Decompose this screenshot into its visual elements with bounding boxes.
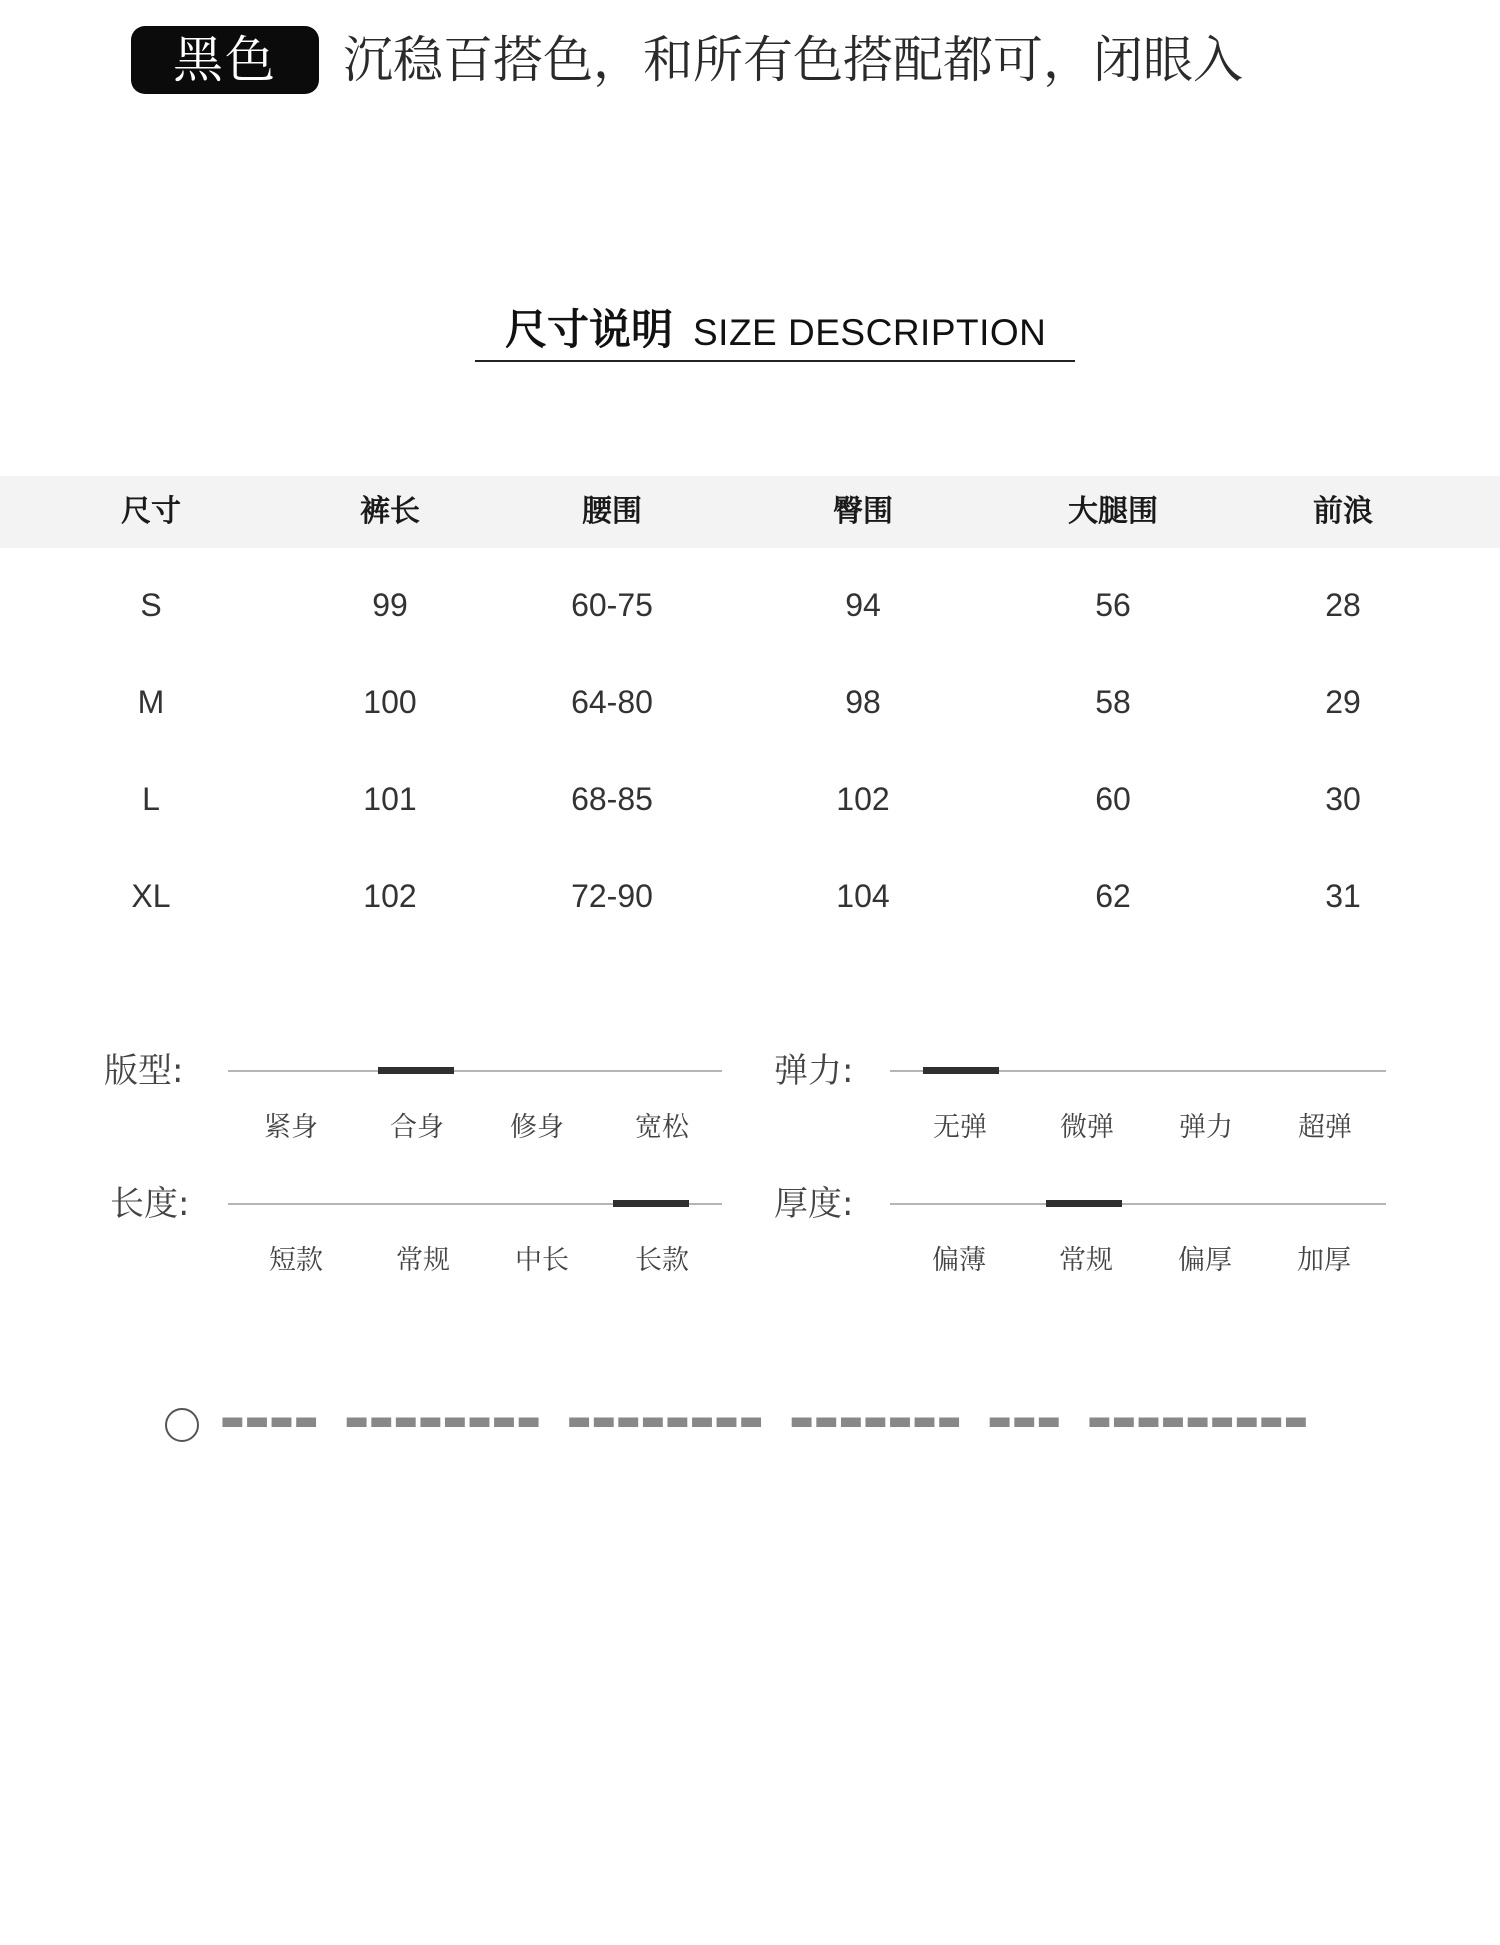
length-option: 长款 [635, 1245, 689, 1276]
table-cell: 72-90 [571, 878, 653, 914]
table-cell: 102 [836, 781, 890, 817]
header-cell: 腰围 [582, 494, 642, 529]
elasticity-option: 弹力 [1179, 1112, 1233, 1143]
section-title-en: SIZE DESCRIPTION [693, 312, 1047, 353]
fit-track [228, 1070, 722, 1072]
table-cell: 100 [363, 684, 417, 720]
header-cell: 尺寸 [121, 494, 181, 529]
section-title-cn: 尺寸说明 [505, 305, 674, 354]
table-cell: 60 [1095, 781, 1131, 817]
fit-marker [378, 1067, 454, 1074]
table-cell: 99 [372, 587, 408, 623]
table-cell: 101 [363, 781, 417, 817]
table-cell: 31 [1325, 878, 1361, 914]
table-cell: 102 [363, 878, 417, 914]
thickness-option: 偏薄 [932, 1245, 986, 1276]
fit-option: 合身 [390, 1112, 444, 1143]
length-option: 常规 [396, 1245, 450, 1276]
cropped-hint-strip [160, 1404, 1340, 1436]
cropped-hint-text: ▬▬▬▬ ▬▬▬▬▬▬▬▬ ▬▬▬▬▬▬▬▬ ▬▬▬▬▬▬▬ ▬▬▬ ▬▬▬▬▬▬▬▬▬ [220, 1406, 1309, 1436]
table-cell: S [140, 587, 162, 623]
table-cell: 64-80 [571, 684, 653, 720]
thickness-scale [774, 1182, 1394, 1322]
table-row [0, 585, 1500, 682]
length-marker [613, 1200, 689, 1207]
info-icon [165, 1408, 199, 1442]
table-cell: 68-85 [571, 781, 653, 817]
table-cell: XL [131, 878, 171, 914]
table-row [0, 779, 1500, 876]
length-option: 短款 [269, 1245, 323, 1276]
length-label: 长度: [110, 1184, 190, 1224]
fit-option: 宽松 [635, 1112, 689, 1143]
length-scale [110, 1182, 730, 1322]
size-table [0, 476, 1500, 914]
table-cell: 98 [845, 684, 881, 720]
fit-option: 修身 [510, 1112, 564, 1143]
table-cell: 94 [845, 587, 881, 623]
fit-option: 紧身 [264, 1112, 318, 1143]
table-row [0, 876, 1500, 973]
elasticity-scale [774, 1049, 1394, 1189]
header-cell: 大腿围 [1068, 494, 1158, 529]
length-track [228, 1203, 722, 1205]
elasticity-marker [923, 1067, 999, 1074]
thickness-marker [1046, 1200, 1122, 1207]
table-row [0, 682, 1500, 779]
thickness-track [890, 1203, 1386, 1205]
header-cell: 臀围 [833, 494, 893, 529]
size-table-body [0, 585, 1500, 973]
color-description: 沉稳百搭色，和所有色搭配都可，闭眼入 [343, 31, 1243, 89]
elasticity-label: 弹力: [774, 1051, 854, 1091]
elasticity-option: 微弹 [1060, 1112, 1114, 1143]
size-table-header [0, 476, 1500, 548]
table-cell: 28 [1325, 587, 1361, 623]
table-cell: 58 [1095, 684, 1131, 720]
elasticity-track [890, 1070, 1386, 1072]
color-name-badge: 黑色 [131, 26, 319, 94]
table-cell: 29 [1325, 684, 1361, 720]
table-cell: 104 [836, 878, 890, 914]
thickness-option: 偏厚 [1178, 1245, 1232, 1276]
table-cell: 60-75 [571, 587, 653, 623]
thickness-label: 厚度: [774, 1184, 854, 1224]
size-description-heading [475, 300, 1075, 362]
thickness-option: 常规 [1059, 1245, 1113, 1276]
table-cell: 56 [1095, 587, 1131, 623]
elasticity-option: 超弹 [1298, 1112, 1352, 1143]
table-cell: M [137, 684, 165, 720]
header-cell: 前浪 [1313, 494, 1373, 529]
table-cell: 62 [1095, 878, 1131, 914]
elasticity-option: 无弹 [933, 1112, 987, 1143]
fit-scale [104, 1049, 724, 1189]
thickness-option: 加厚 [1297, 1245, 1351, 1276]
table-cell: 30 [1325, 781, 1361, 817]
fit-label: 版型: [104, 1051, 184, 1091]
header-cell: 裤长 [360, 494, 420, 529]
table-cell: L [142, 781, 160, 817]
length-option: 中长 [515, 1245, 569, 1276]
